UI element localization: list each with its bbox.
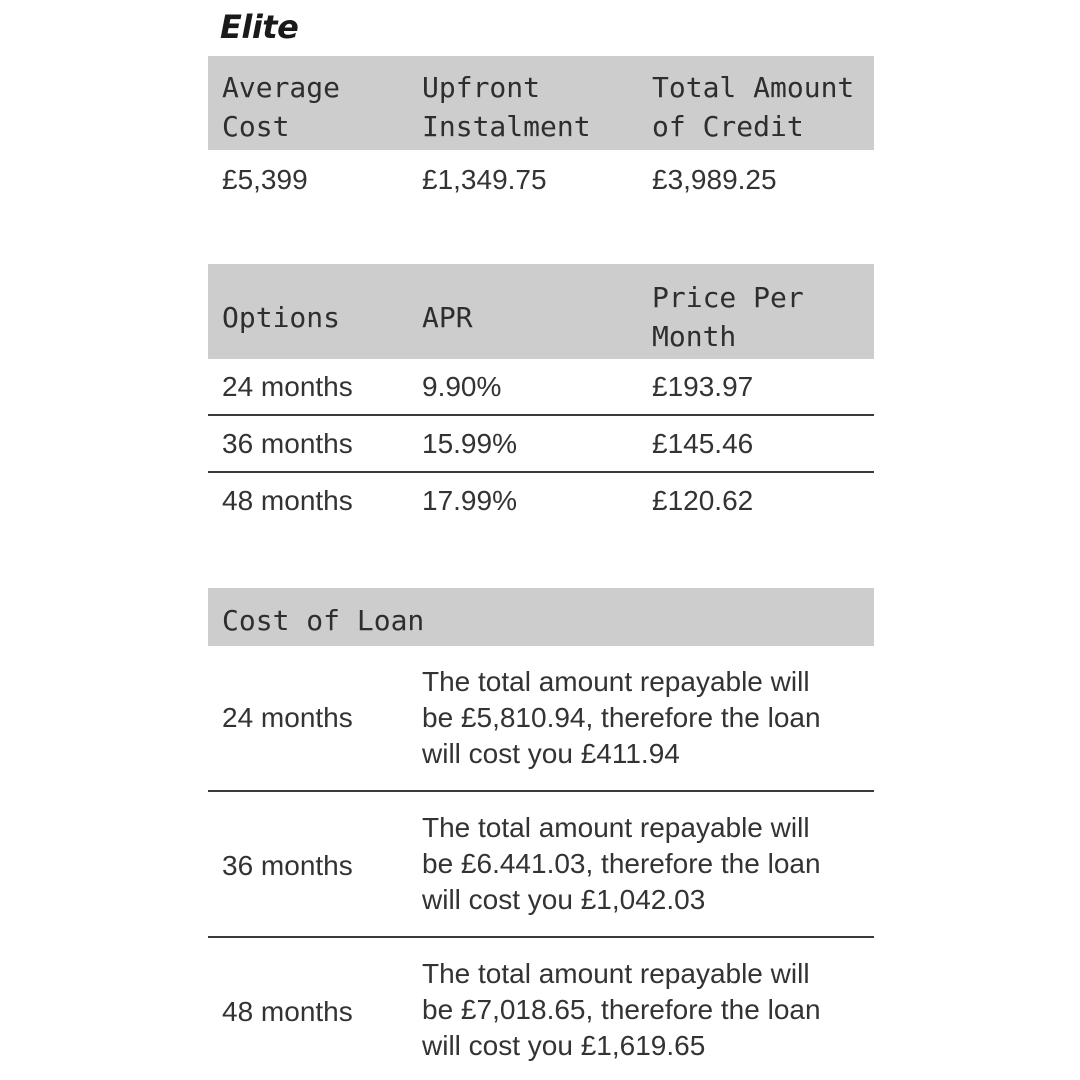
- option-term: 48 months: [222, 485, 353, 516]
- header-cost-of-loan: Cost of Loan: [222, 604, 425, 637]
- header-options: Options: [222, 301, 341, 334]
- header-average-cost: Average Cost: [222, 71, 341, 143]
- option-price: £193.97: [652, 371, 754, 402]
- table-row: [208, 473, 874, 530]
- summary-values-row: [208, 150, 874, 210]
- table-row: [208, 938, 874, 1078]
- loan-term: 48 months: [222, 996, 353, 1027]
- option-apr: 15.99%: [422, 428, 517, 459]
- cost-of-loan-table: [208, 588, 874, 1078]
- table-row: [208, 792, 874, 938]
- header-price-per-month: Price Per Month: [652, 281, 804, 353]
- header-apr: APR: [422, 301, 473, 334]
- summary-table: [208, 56, 874, 210]
- option-term: 36 months: [222, 428, 353, 459]
- header-total-credit: Total Amount of Credit: [652, 71, 855, 143]
- options-table-header: [208, 264, 874, 359]
- table-row: [208, 646, 874, 792]
- value-upfront-instalment: £1,349.75: [422, 164, 547, 195]
- page-title: Elite: [220, 8, 299, 46]
- option-term: 24 months: [222, 371, 353, 402]
- option-price: £145.46: [652, 428, 754, 459]
- loan-term: 24 months: [222, 702, 353, 733]
- option-apr: 17.99%: [422, 485, 517, 516]
- option-apr: 9.90%: [422, 371, 502, 402]
- loan-description: The total amount repayable will be £7,018.65, therefore the loan will cost you £1,619.65: [422, 958, 821, 1061]
- value-total-credit: £3,989.25: [652, 164, 777, 195]
- loan-description: The total amount repayable will be £5,810.94, therefore the loan will cost you £411.94: [422, 666, 821, 769]
- summary-table-header: [208, 56, 874, 150]
- option-price: £120.62: [652, 485, 754, 516]
- loan-term: 36 months: [222, 850, 353, 881]
- header-upfront-instalment: Upfront Instalment: [422, 71, 591, 143]
- loan-description: The total amount repayable will be £6.441.03, therefore the loan will cost you £1,042.03: [422, 812, 821, 915]
- table-row: [208, 416, 874, 473]
- value-average-cost: £5,399: [222, 164, 308, 195]
- table-row: [208, 359, 874, 416]
- cost-of-loan-header: [208, 588, 874, 646]
- options-table: [208, 264, 874, 530]
